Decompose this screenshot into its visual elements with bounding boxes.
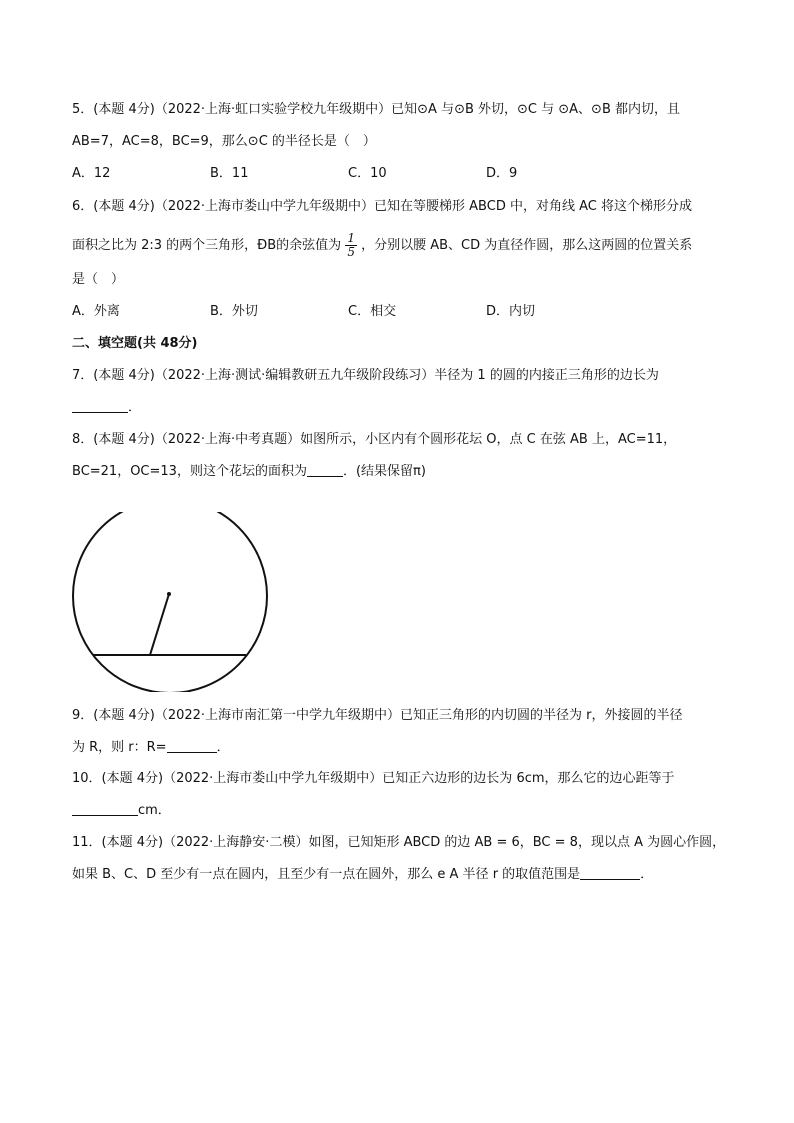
q7-line-2 (72, 398, 141, 418)
q10-line-2 (72, 801, 171, 821)
q9-line-2-start: 为 R，则 r：R= (72, 740, 167, 755)
q7-answer-blank (72, 398, 128, 413)
q6-line-2-start: 面积之比为 2:3 的两个三角形，ÐB的余弦值为 (72, 238, 342, 253)
q6-line-2 (72, 232, 692, 260)
section-fill-in-blank-heading: 二、填空题(共 48分) (72, 336, 198, 351)
q6-option-c: C．相交 (348, 304, 397, 319)
q5-option-a: A．12 (72, 166, 111, 181)
circle-figure (68, 512, 288, 692)
q11-line-2-end: ． (640, 867, 654, 882)
q5-option-c: C．10 (348, 166, 387, 181)
q6-line-1: 6．(本题 4分)（2022·上海市娄山中学九年级期中）已知在等腰梯形 ABCD 中，对角线 AC 将这个梯形分成 (72, 199, 692, 214)
segment-oc (150, 594, 169, 655)
q7-line-2-end: ． (128, 400, 142, 415)
q9-line-2 (72, 738, 230, 758)
q11-line-2 (72, 865, 653, 885)
q7-line-1: 7．(本题 4分)（2022·上海·测试·编辑教研五九年级阶段练习）半径为 1 的圆的内接正三角形的边长为 (72, 368, 659, 383)
q6-line-2-end: ，分别以腰 AB、CD 为直径作圆，那么这两圆的位置关系 (361, 238, 693, 253)
q8-line-2 (72, 462, 426, 482)
q5-option-d: D．9 (486, 166, 518, 181)
q5-option-b: B．11 (210, 166, 249, 181)
q10-line-1: 10．(本题 4分)（2022·上海市娄山中学九年级期中）已知正六边形的边长为 6cm，那么它的边心距等于 (72, 771, 675, 786)
q10-answer-blank (72, 801, 138, 816)
q6-fraction (345, 232, 357, 259)
q6-line-3: 是（ ） (72, 272, 125, 287)
q11-line-2-start: 如果 B、C、D 至少有一点在圆内，且至少有一点在圆外，那么 e A 半径 r 的取值范围是 (72, 867, 581, 882)
q8-line-2-start: BC=21，OC=13，则这个花坛的面积为 (72, 464, 307, 479)
q11-answer-blank (580, 865, 640, 880)
q10-line-2-end: cm． (138, 803, 171, 818)
q6-fraction-denominator: 5 (347, 245, 355, 259)
q8-line-2-end: ．(结果保留π) (342, 464, 426, 479)
q6-option-d: D．内切 (486, 304, 536, 319)
q11-line-1: 11．(本题 4分)（2022·上海静安·二模）如图，已知矩形 ABCD 的边 AB = 6，BC = 8，现以点 A 为圆心作圆， (72, 835, 726, 850)
circle-diagram (68, 512, 288, 692)
flower-bed-circle (73, 512, 267, 692)
q8-answer-blank (307, 462, 343, 477)
q5-line-2: AB=7，AC=8，BC=9，那么⊙C 的半径长是（ ） (72, 134, 376, 149)
center-point-o (167, 592, 171, 596)
q9-line-1: 9．(本题 4分)（2022·上海市南汇第一中学九年级期中）已知正三角形的内切圆的半径为 r，外接圆的半径 (72, 708, 683, 723)
q6-option-a: A．外离 (72, 304, 120, 319)
q5-line-1: 5．(本题 4分)（2022·上海·虹口实验学校九年级期中）已知⊙A 与⊙B 外切，⊙C 与 ⊙A、⊙B 都内切，且 (72, 102, 680, 117)
q9-answer-blank (167, 738, 217, 753)
q8-line-1: 8．(本题 4分)（2022·上海·中考真题）如图所示，小区内有个圆形花坛 O，点 C 在弦 AB 上，AC=11， (72, 432, 677, 447)
q6-fraction-numerator: 1 (347, 231, 355, 245)
q9-line-2-end: ． (216, 740, 230, 755)
q6-option-b: B．外切 (210, 304, 258, 319)
